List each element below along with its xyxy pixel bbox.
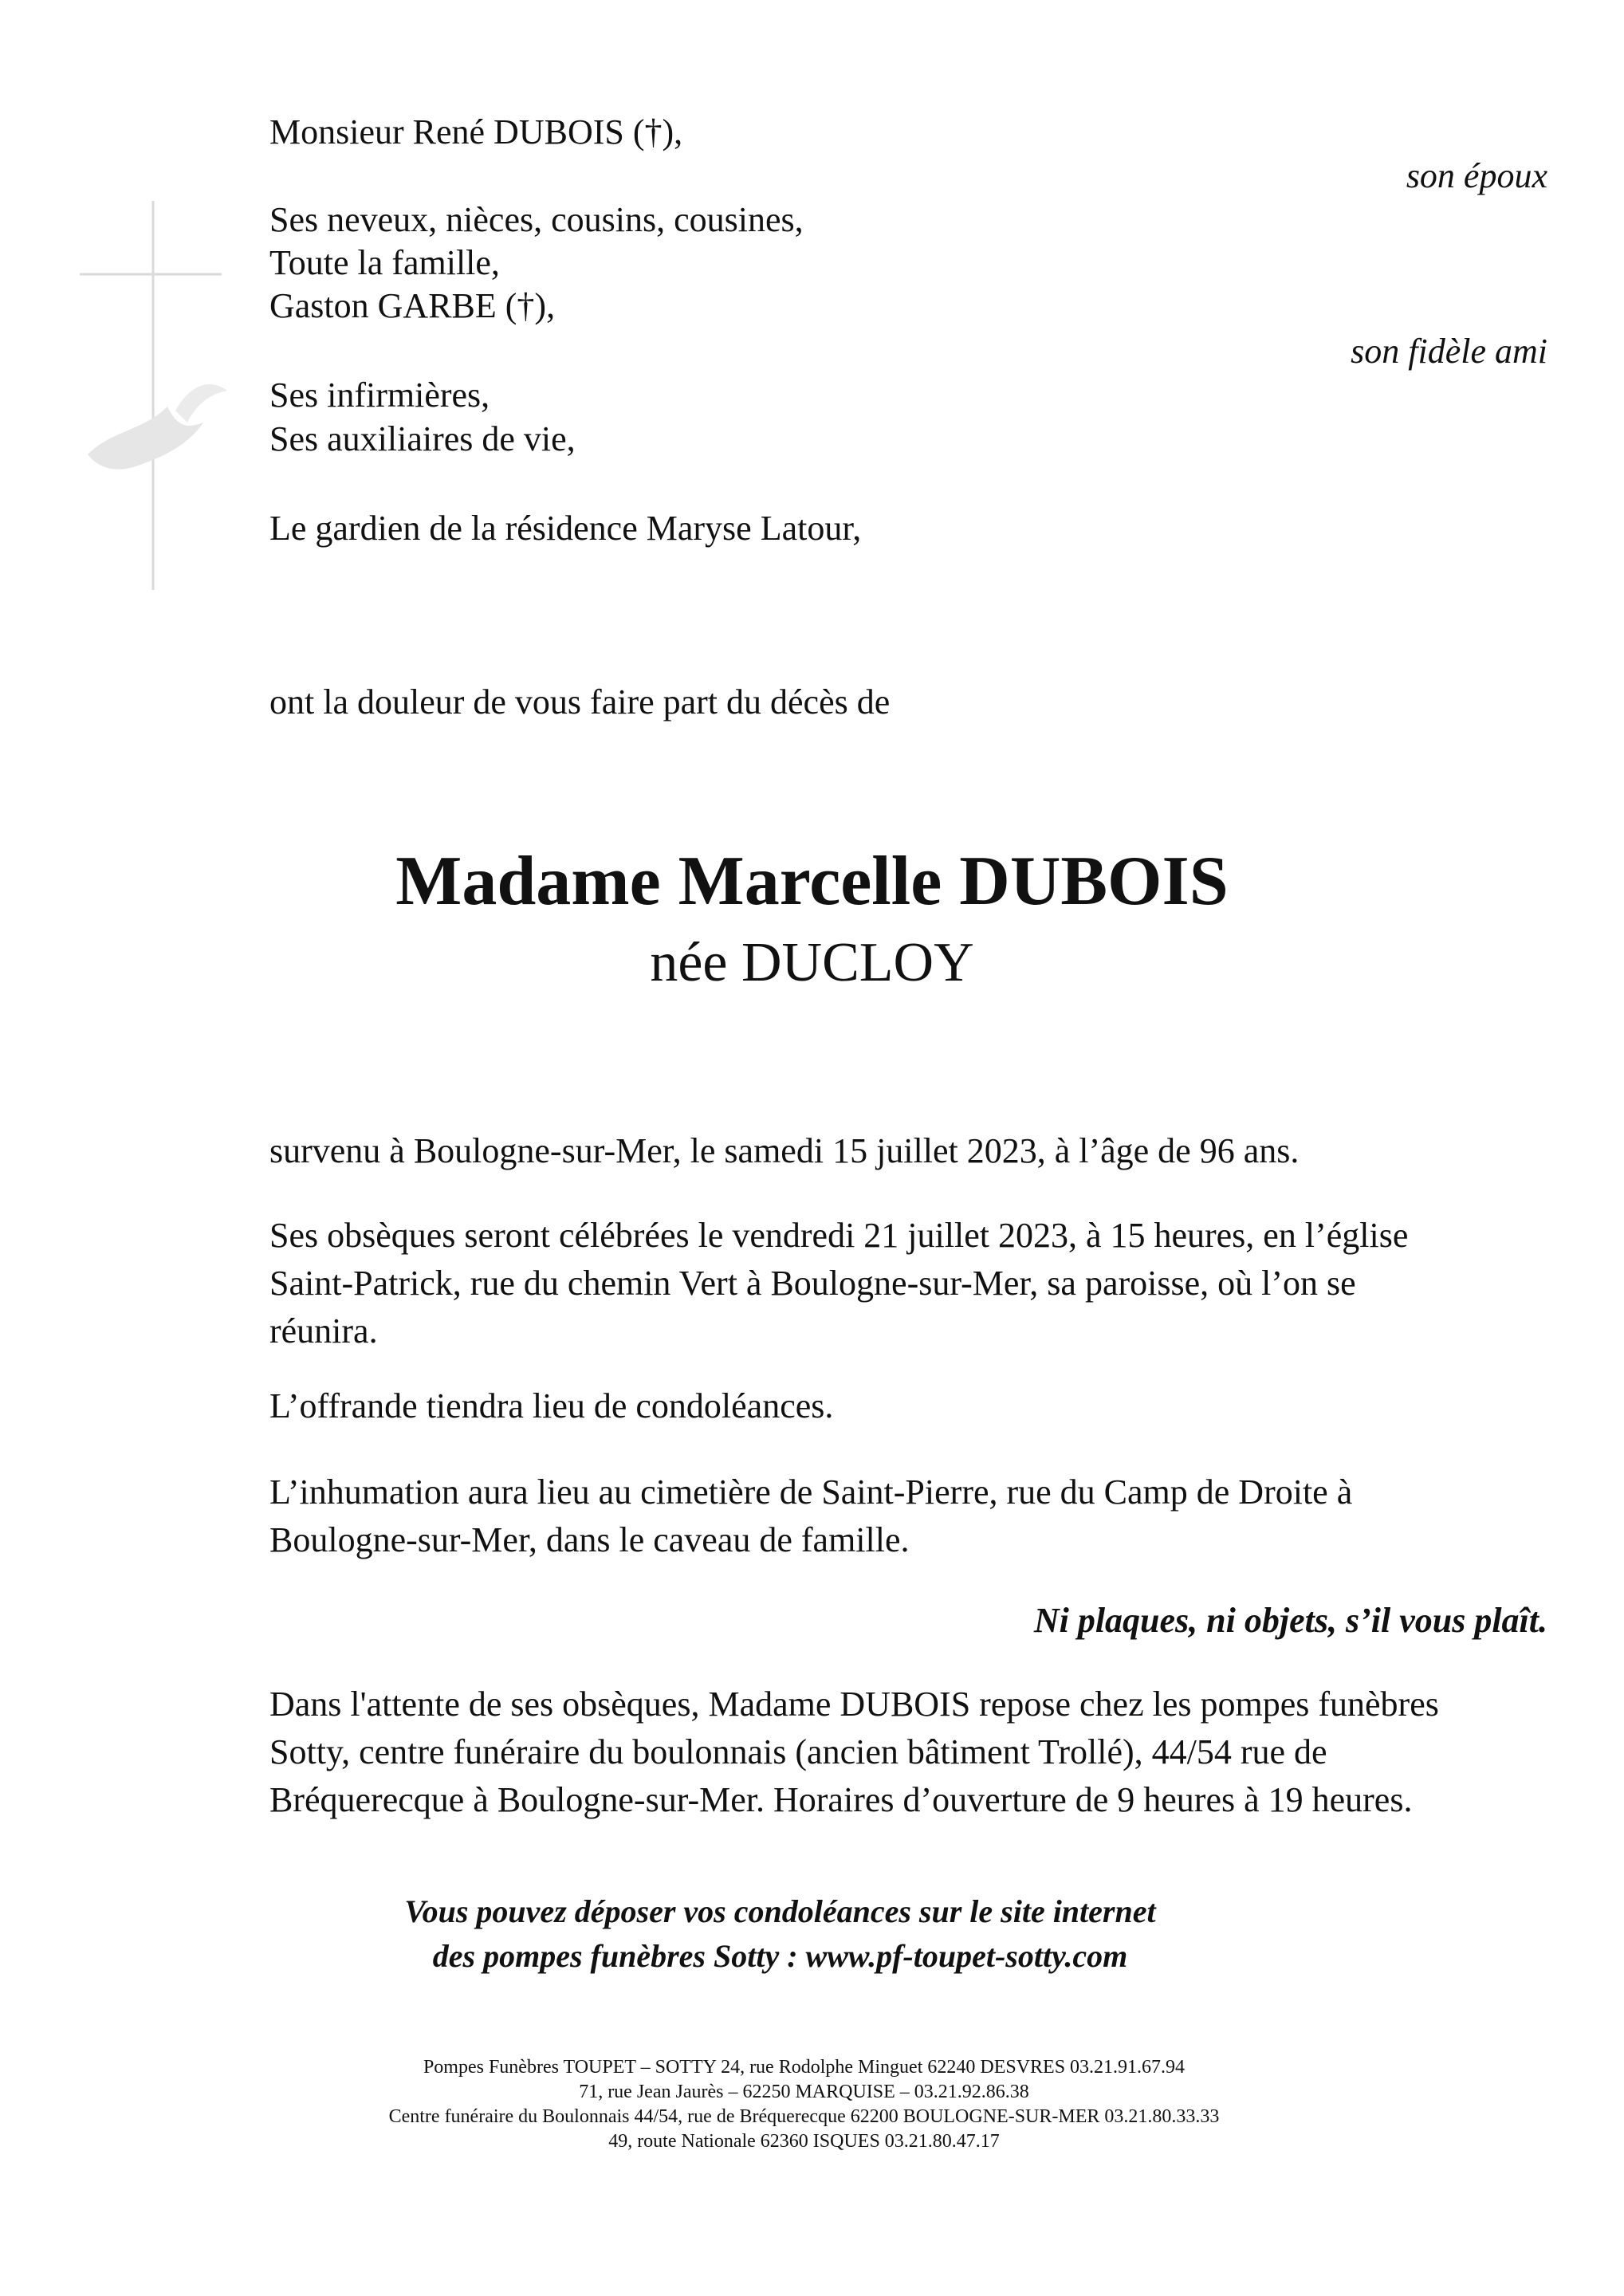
funeral-line-1: Ses obsèques seront célébrées le vendredi 21 juillet 2023, à 15 heures, en l’église [269, 1216, 1409, 1255]
family-line-husband: Monsieur René DUBOIS (†), [269, 112, 683, 151]
burial-line-2: Boulogne-sur-Mer, dans le caveau de famille. [269, 1520, 910, 1559]
funeral-details [269, 1212, 1545, 1355]
footer-line-1: Pompes Funèbres TOUPET – SOTTY 24, rue Rodolphe Minguet 62240 DESVRES 03.21.91.67.94 [423, 2057, 1186, 2078]
funeral-line-3: réunira. [269, 1311, 378, 1350]
announcement-text: ont la douleur de vous faire part du décès de [269, 682, 891, 721]
family-line-family: Toute la famille, [269, 243, 500, 282]
burial-details [269, 1468, 1545, 1564]
family-line-nurses: Ses infirmières, [269, 375, 490, 415]
repose-line-2: Sotty, centre funéraire du boulonnais (ancien bâtiment Trollé), 44/54 rue de [269, 1732, 1327, 1771]
condolences-line-2: des pompes funèbres Sotty : www.pf-toupet-sotty.com [432, 1938, 1128, 1974]
no-flowers-note: Ni plaques, ni objets, s’il vous plaît. [1033, 1601, 1547, 1640]
relation-husband: son époux [1406, 156, 1547, 195]
cross-dove-icon [56, 191, 247, 598]
deceased-maiden-name: née DUCLOY [650, 932, 974, 993]
death-details: survenu à Boulogne-sur-Mer, le samedi 15 juillet 2023, à l’âge de 96 ans. [269, 1131, 1300, 1170]
deceased-name: Madame Marcelle DUBOIS [395, 843, 1229, 920]
repose-line-1: Dans l'attente de ses obsèques, Madame DUBOIS repose chez les pompes funèbres [269, 1685, 1439, 1724]
family-line-relatives: Ses neveux, nièces, cousins, cousines, [269, 200, 804, 239]
repose-details [269, 1681, 1545, 1824]
repose-line-3: Bréquerecque à Boulogne-sur-Mer. Horaires d’ouverture de 9 heures à 19 heures. [269, 1780, 1413, 1819]
family-line-aides: Ses auxiliaires de vie, [269, 419, 576, 458]
footer-contacts [0, 2055, 1616, 2154]
footer-line-3: Centre funéraire du Boulonnais 44/54, rue de Bréquerecque 62200 BOULOGNE-SUR-MER 03.21.80.33.33 [388, 2106, 1220, 2127]
footer-line-2: 71, rue Jean Jaurès – 62250 MARQUISE – 03.21.92.86.38 [579, 2082, 1029, 2102]
footer-line-4: 49, route Nationale 62360 ISQUES 03.21.80.47.17 [608, 2131, 1000, 2152]
funeral-line-2: Saint-Patrick, rue du chemin Vert à Boulogne-sur-Mer, sa paroisse, où l’on se [269, 1264, 1356, 1303]
family-line-friend: Gaston GARBE (†), [269, 286, 556, 325]
condolences-note [0, 1889, 1592, 1979]
burial-line-1: L’inhumation aura lieu au cimetière de Saint-Pierre, rue du Camp de Droite à [269, 1472, 1353, 1512]
relation-friend: son fidèle ami [1351, 332, 1547, 371]
condolences-line-1: Vous pouvez déposer vos condoléances sur le site internet [404, 1893, 1156, 1929]
family-line-caretaker: Le gardien de la résidence Maryse Latour, [269, 509, 862, 548]
offering-text: L’offrande tiendra lieu de condoléances. [269, 1386, 834, 1425]
